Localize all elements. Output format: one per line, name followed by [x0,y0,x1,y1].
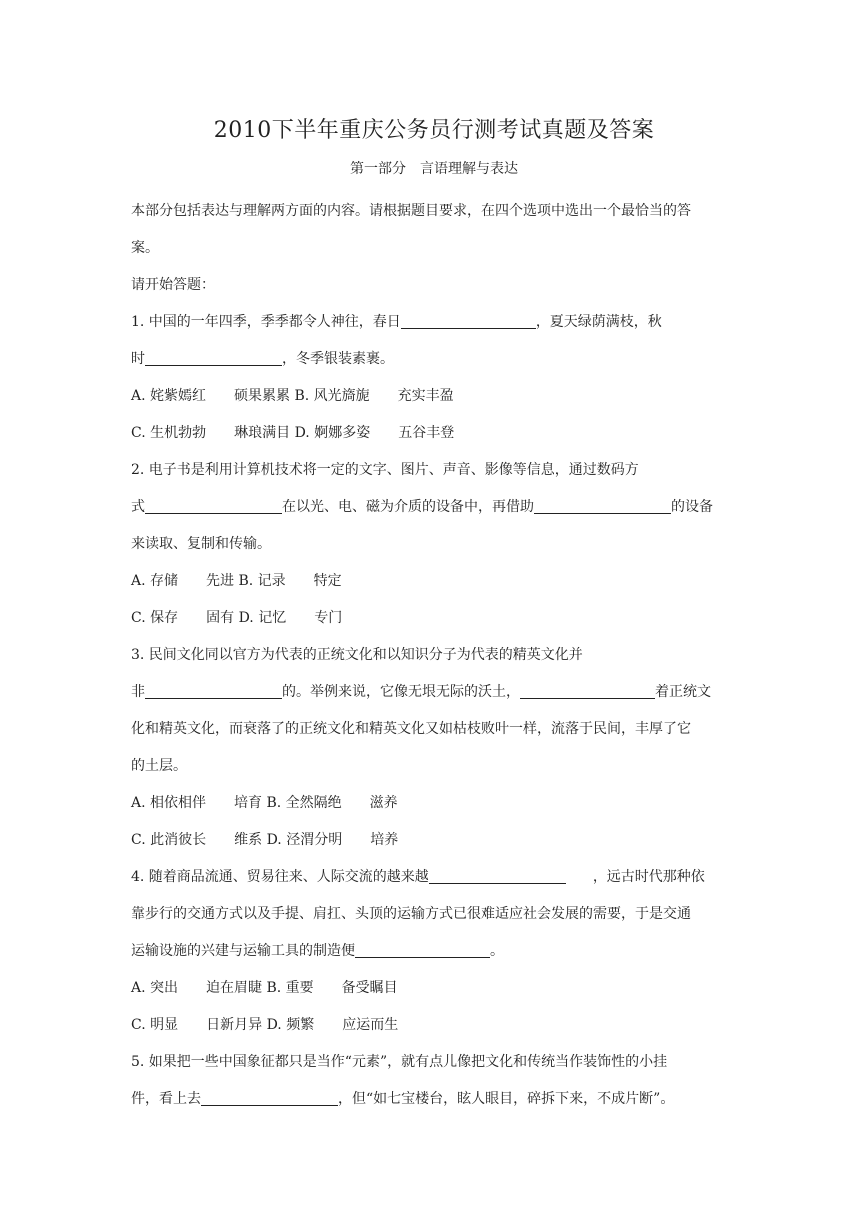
question-1-line: 时 ，冬季银装素裹。 [131,351,394,367]
question-3-line: 3. 民间文化同以官方为代表的正统文化和以知识分子为代表的精英文化并 [131,647,583,663]
intro-line: 本部分包括表达与理解两方面的内容。请根据题目要求，在四个选项中选出一个最恰当的答 [131,203,691,219]
question-4-line: 运输设施的兴建与运输工具的制造便 。 [131,943,504,959]
question-5-line: 5. 如果把一些中国象征都只是当作“元素”，就有点儿像把文化和传统当作装饰性的小挂 [131,1054,668,1070]
question-5-line: 件，看上去 ，但“如七宝楼台，眩人眼目，碎拆下来，不成片断”。 [131,1091,675,1107]
question-1-options: A. 姹紫嫣红 硕果累累 B. 风光旖旎 充实丰盈 [131,388,454,404]
answer-blank [534,497,671,514]
question-3-line: 非 的。举例来说，它像无垠无际的沃土， 着正统文 [131,684,711,700]
question-3-line: 化和精英文化，而衰落了的正统文化和精英文化又如枯枝败叶一样，流落于民间，丰厚了它 [131,721,691,737]
question-4-options: C. 明显 日新月异 D. 频繁 应运而生 [131,1017,399,1033]
question-1-line: 1. 中国的一年四季，季季都令人神往，春日 ，夏天绿荫满枝，秋 [131,314,662,330]
question-2-options: A. 存储 先进 B. 记录 特定 [131,573,342,589]
question-2-options: C. 保存 固有 D. 记忆 专门 [131,610,343,626]
question-3-line: 的土层。 [131,758,187,774]
answer-blank [145,349,282,366]
question-3-options: A. 相依相伴 培育 B. 全然隔绝 滋养 [131,795,398,811]
question-2-line: 来读取、复制和传输。 [131,536,271,552]
question-4-options: A. 突出 迫在眉睫 B. 重要 备受瞩目 [131,980,398,996]
question-3-options: C. 此消彼长 维系 D. 泾渭分明 培养 [131,832,399,848]
question-2-line: 式 在以光、电、磁为介质的设备中，再借助 的设备 [131,499,713,515]
document-body [131,193,743,1118]
intro-line: 案。 [131,240,159,256]
question-2-line: 2. 电子书是利用计算机技术将一定的文字、图片、声音、影像等信息，通过数码方 [131,462,639,478]
question-4-line: 靠步行的交通方式以及手提、肩扛、头顶的运输方式已很难适应社会发展的需要，于是交通 [131,906,691,922]
answer-blank [145,682,282,699]
answer-blank [201,1089,338,1106]
start-prompt: 请开始答题： [131,277,215,293]
question-4-line: 4. 随着商品流通、贸易往来、人际交流的越来越 ，远古时代那种依 [131,869,705,885]
answer-blank [429,867,566,884]
answer-blank [401,312,536,329]
document-title: 2010下半年重庆公务员行测考试真题及答案 [213,118,655,143]
section-heading: 第一部分 言语理解与表达 [350,161,518,177]
answer-blank [520,682,655,699]
question-1-options: C. 生机勃勃 琳琅满目 D. 婀娜多姿 五谷丰登 [131,425,455,441]
answer-blank [145,497,282,514]
answer-blank [355,941,490,958]
